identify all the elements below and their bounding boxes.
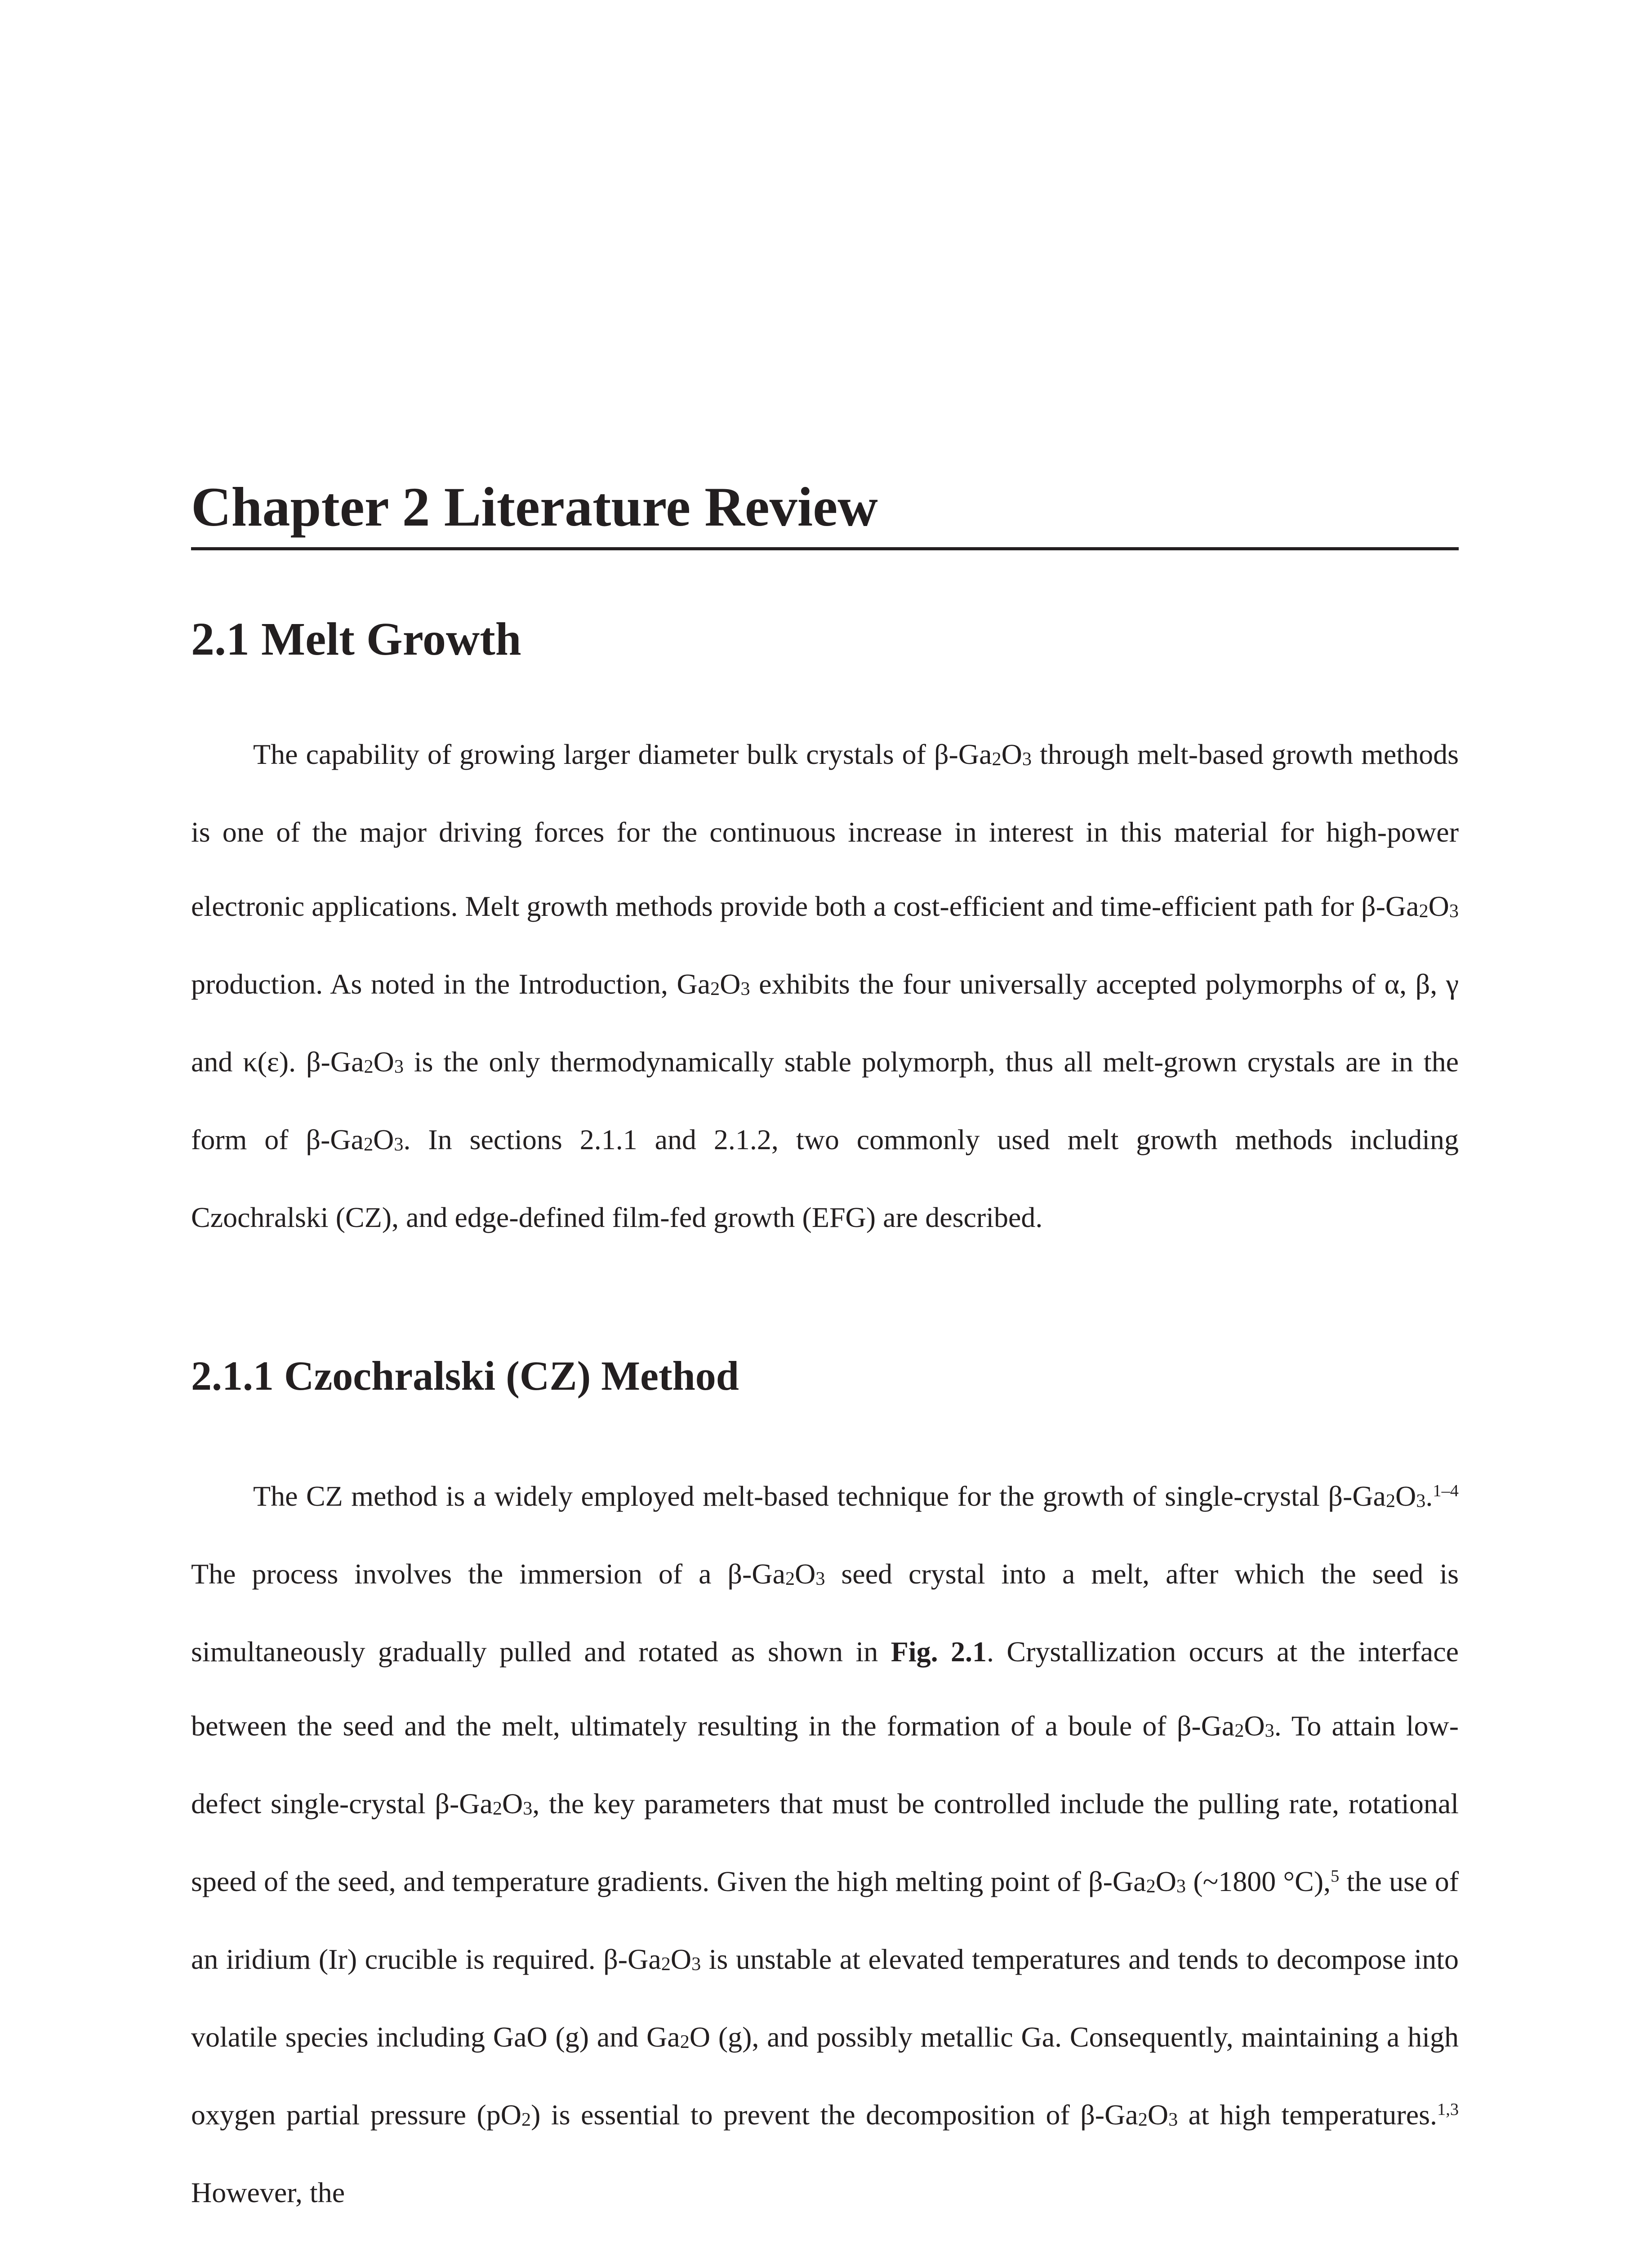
text-run: the use of an iridium (Ir) crucible is required. β-Ga xyxy=(191,1865,1459,1975)
subscript: 2 xyxy=(1138,2109,1148,2131)
subscript: 3 xyxy=(1449,901,1459,922)
text-run: , the key parameters that must be controlled include the pulling rate, rotational speed of the seed, and temperature gradients. Given the high melting point of β-Ga xyxy=(191,1788,1459,1897)
subscript: 3 xyxy=(1265,1720,1274,1742)
text-run: O xyxy=(1001,738,1022,770)
subscript: 3 xyxy=(1416,1490,1426,1512)
subscript: 2 xyxy=(492,1798,503,1820)
chapter-title: Chapter 2 Literature Review xyxy=(191,476,878,538)
subscript: 3 xyxy=(1022,749,1032,770)
section-title: 2.1 Melt Growth xyxy=(191,613,521,665)
subscript: 2 xyxy=(1234,1720,1244,1742)
subscript: 2 xyxy=(364,1134,374,1155)
text-run: However, the xyxy=(191,2177,345,2208)
citation-ref: 5 xyxy=(1331,1866,1340,1886)
text-run: exhibits the four universally accepted polymorphs of α, β, γ and κ(ε). β-Ga xyxy=(191,968,1459,1078)
text-run: . In sections 2.1.1 and 2.1.2, two commonly used melt growth methods including Czochralski (CZ), and edge-defined film-fed growth (EFG) are described. xyxy=(191,1124,1459,1233)
subscript: 2 xyxy=(1385,1490,1396,1512)
citation-ref: 1–4 xyxy=(1433,1481,1459,1500)
subscript: 3 xyxy=(691,1954,701,1975)
text-run: O xyxy=(1155,1865,1176,1897)
text-run: . To attain low-defect single-crystal β-Ga xyxy=(191,1710,1459,1820)
text-run: . Crystallization occurs at the interface between the seed and the melt, ultimately resulting in the formation of a boule of β-Ga xyxy=(191,1636,1459,1742)
text-run: O xyxy=(373,1046,394,1078)
subscript: 2 xyxy=(1146,1876,1156,1897)
subscript: 3 xyxy=(1176,1876,1186,1897)
text-run: ) is essential to prevent the decomposition of β-Ga xyxy=(531,2099,1138,2131)
text-run: The process involves the immersion of a β-Ga xyxy=(191,1558,785,1590)
subscript: 2 xyxy=(680,2031,690,2053)
text-run: O xyxy=(720,968,741,1000)
subscript: 3 xyxy=(1168,2109,1178,2131)
subscript: 3 xyxy=(815,1568,825,1590)
text-run: (~1800 °C), xyxy=(1186,1865,1331,1897)
subscript: 2 xyxy=(785,1568,795,1590)
text-run: O xyxy=(795,1558,816,1590)
text-run: production. As noted in the Introduction, Ga xyxy=(191,968,711,1000)
text-run: O xyxy=(1147,2099,1169,2131)
text-run: O xyxy=(373,1124,394,1155)
subscript: 3 xyxy=(523,1798,533,1820)
text-run: The capability of growing larger diameter bulk crystals of β-Ga xyxy=(253,738,992,770)
subscript: 2 xyxy=(364,1056,374,1078)
subscript: 2 xyxy=(710,978,720,1000)
text-run: O xyxy=(1244,1710,1265,1742)
text-run: is the only thermodynamically stable polymorph, thus all melt-grown crystals are in the form of β-Ga xyxy=(191,1046,1459,1155)
subscript: 3 xyxy=(394,1134,404,1155)
text-run: O xyxy=(1395,1480,1416,1512)
subscript: 2 xyxy=(521,2109,531,2131)
text-run: is unstable at elevated temperatures and tends to decompose into volatile species including GaO (g) and Ga xyxy=(191,1943,1459,2053)
subscript: 2 xyxy=(1419,901,1429,922)
text-run: through melt-based growth methods is one of the major driving forces for the continuous increase in interest in this material for high-power electronic applications. Melt growth methods provide both a cost-efficient and time-efficient path for β-Ga xyxy=(191,738,1459,922)
subscript: 3 xyxy=(394,1056,404,1078)
figure-reference: Fig. 2.1 xyxy=(891,1636,987,1668)
paragraph-cz-method xyxy=(191,1459,1459,2230)
citation-ref: 1,3 xyxy=(1437,2100,1459,2119)
subscript: 2 xyxy=(661,1954,671,1975)
subscript: 3 xyxy=(740,978,750,1000)
text-run: The CZ method is a widely employed melt-based technique for the growth of single-crystal β-Ga xyxy=(253,1480,1386,1512)
text-run: at high temperatures. xyxy=(1178,2099,1438,2131)
text-run: O xyxy=(670,1943,692,1975)
text-run: O xyxy=(1428,890,1449,922)
text-run: . xyxy=(1425,1480,1433,1512)
text-run: O xyxy=(502,1788,523,1820)
chapter-title-rule xyxy=(191,547,1459,550)
subscript: 2 xyxy=(992,749,1002,770)
text-run: seed crystal into a melt, after which the seed is simultaneously gradually pulled and rotated as shown in xyxy=(191,1558,1459,1668)
text-run: O (g), and possibly metallic Ga. Consequently, maintaining a high oxygen partial pressure (pO xyxy=(191,2021,1459,2131)
subsection-title: 2.1.1 Czochralski (CZ) Method xyxy=(191,1353,739,1399)
paragraph-melt-growth xyxy=(191,717,1459,1254)
